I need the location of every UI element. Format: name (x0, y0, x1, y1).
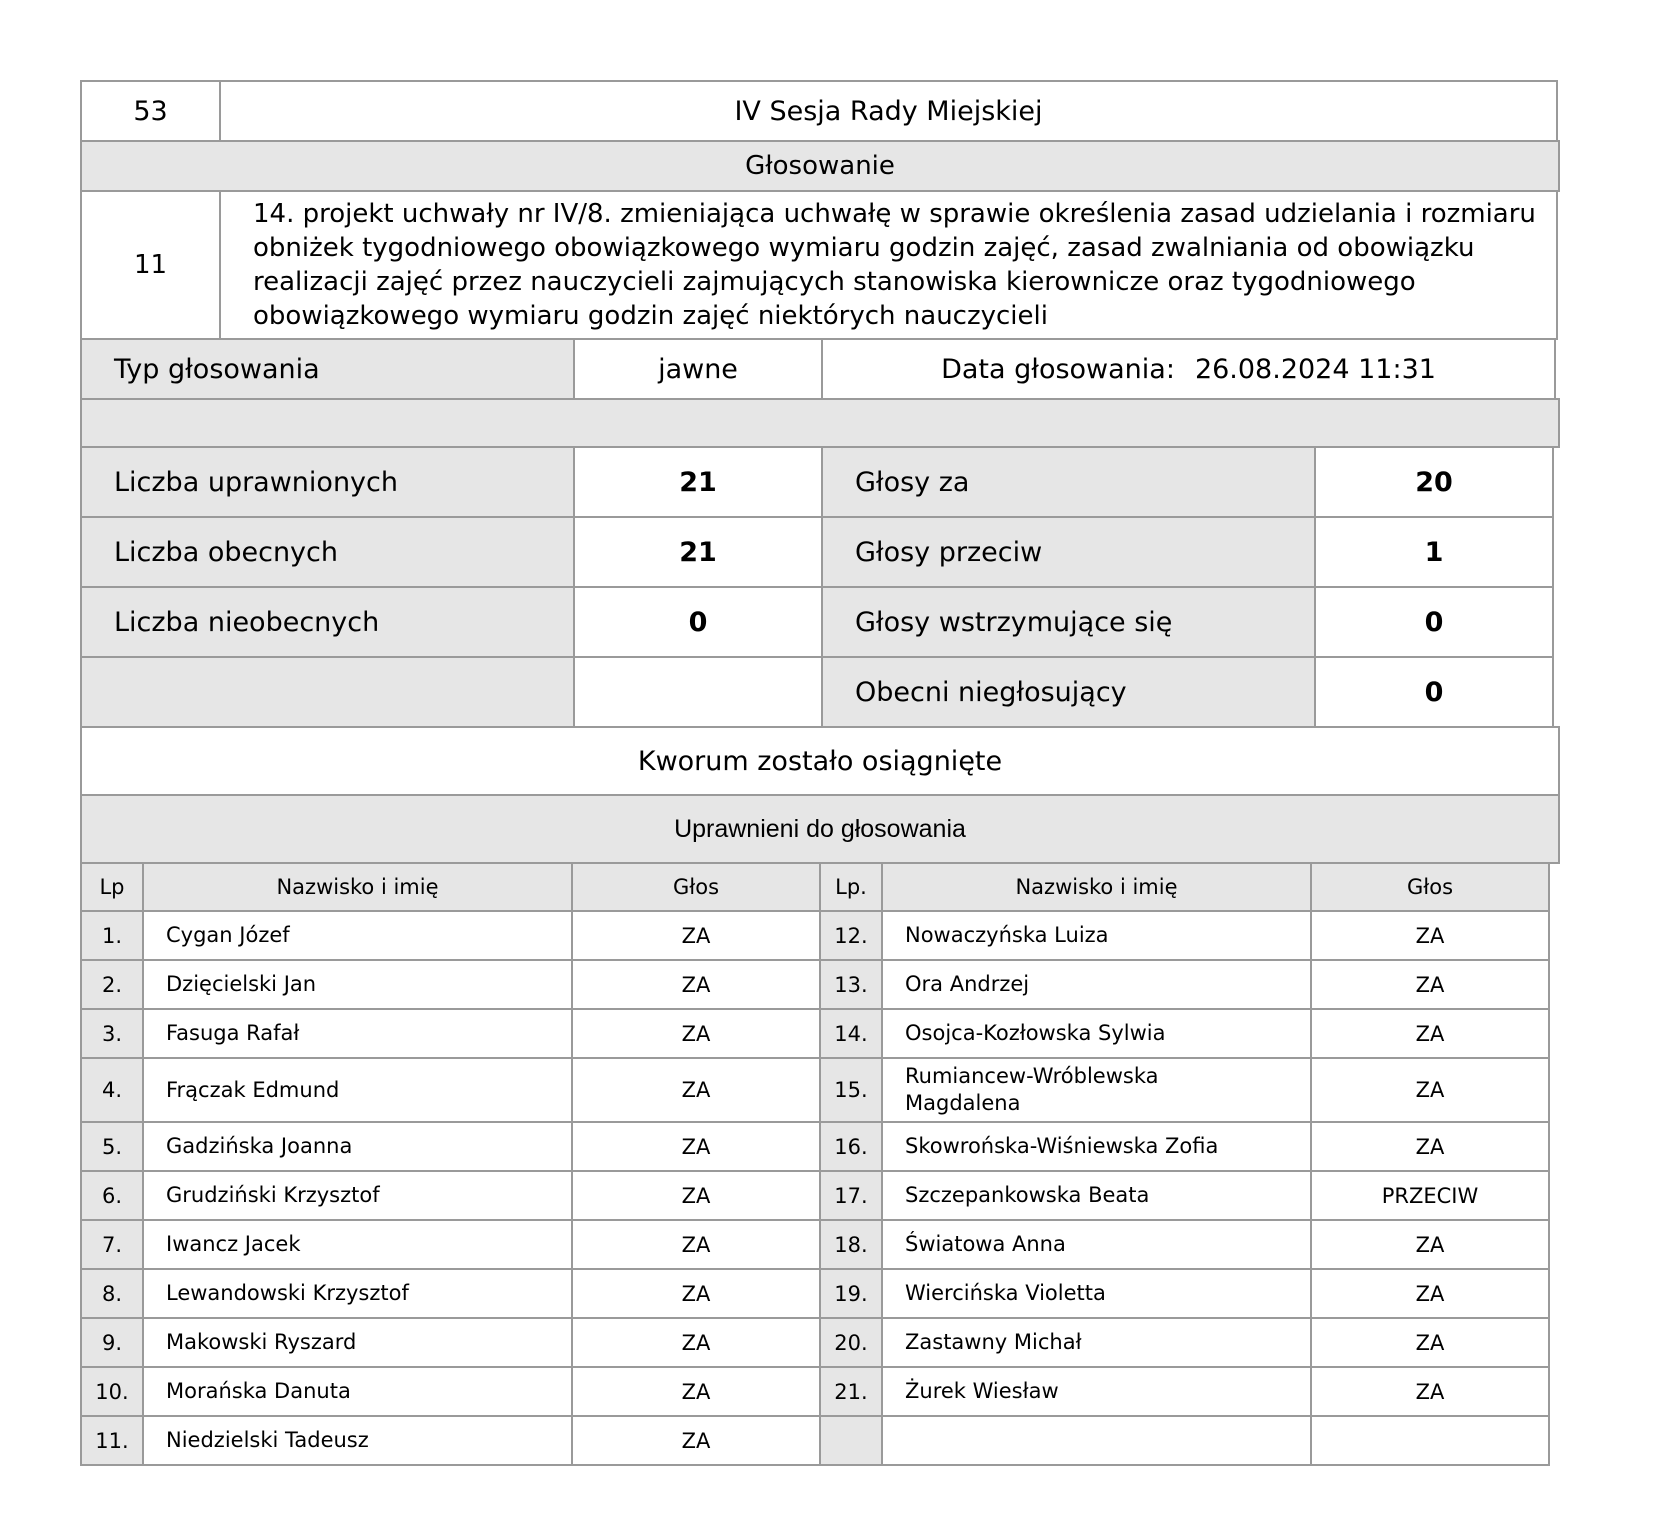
stats-row (80, 586, 1558, 656)
voter-vote: ZA (571, 1415, 821, 1466)
column-vote: Głos (1310, 862, 1550, 912)
table-row (80, 959, 1558, 1008)
voter-vote: ZA (1310, 1057, 1550, 1123)
voter-vote: ZA (1310, 1366, 1550, 1417)
voter-name: Rumiancew-Wróblewska Magdalena (881, 1057, 1312, 1123)
voter-lp: 15. (819, 1057, 883, 1123)
voter-table (80, 910, 1558, 1464)
spacer-row (80, 398, 1558, 446)
vote-type-value: jawne (573, 338, 823, 400)
stats-row (80, 446, 1558, 516)
voter-lp: 19. (819, 1268, 883, 1319)
voter-name: Szczepankowska Beata (881, 1170, 1312, 1221)
voter-vote: PRZECIW (1310, 1170, 1550, 1221)
stat-label: Liczba uprawnionych (80, 446, 575, 518)
voter-lp: 21. (819, 1366, 883, 1417)
voter-lp: 12. (819, 910, 883, 961)
column-name: Nazwisko i imię (881, 862, 1312, 912)
voter-name: Frączak Edmund (142, 1057, 573, 1123)
section-row (80, 140, 1558, 190)
stat-value: 0 (1314, 656, 1554, 728)
voter-lp: 11. (80, 1415, 144, 1466)
session-number: 53 (80, 80, 221, 142)
voter-name: Fasuga Rafał (142, 1008, 573, 1059)
voter-name: Makowski Ryszard (142, 1317, 573, 1368)
voter-lp: 18. (819, 1219, 883, 1270)
voting-report (80, 80, 1558, 1464)
voter-lp: 14. (819, 1008, 883, 1059)
voter-vote (1310, 1415, 1550, 1466)
vote-date (821, 338, 1556, 400)
column-lp: Lp (80, 862, 144, 912)
column-name: Nazwisko i imię (142, 862, 573, 912)
table-row (80, 1170, 1558, 1219)
spacer-cell (80, 398, 1560, 448)
voter-vote: ZA (1310, 1008, 1550, 1059)
voter-vote: ZA (571, 1268, 821, 1319)
stat-label: Głosy przeciw (821, 516, 1316, 588)
stat-value: 21 (573, 446, 823, 518)
stats-row (80, 516, 1558, 586)
section-label: Głosowanie (80, 140, 1560, 192)
voter-name: Żurek Wiesław (881, 1366, 1312, 1417)
voter-name: Gadzińska Joanna (142, 1121, 573, 1172)
stat-label: Głosy za (821, 446, 1316, 518)
voter-vote: ZA (1310, 1268, 1550, 1319)
columns-header-row (80, 862, 1558, 910)
stat-value (573, 656, 823, 728)
voter-vote: ZA (571, 1317, 821, 1368)
voter-name: Osojca-Kozłowska Sylwia (881, 1008, 1312, 1059)
vote-type-label: Typ głosowania (80, 338, 575, 400)
voter-name: Wiercińska Violetta (881, 1268, 1312, 1319)
voter-lp: 3. (80, 1008, 144, 1059)
voter-vote: ZA (1310, 1121, 1550, 1172)
item-row (80, 190, 1558, 338)
vote-type-row (80, 338, 1558, 398)
voter-name: Cygan Józef (142, 910, 573, 961)
voter-name: Zastawny Michał (881, 1317, 1312, 1368)
voter-vote: ZA (1310, 1317, 1550, 1368)
eligible-header-row (80, 794, 1558, 862)
stat-value: 0 (573, 586, 823, 658)
vote-date-label: Data głosowania: (941, 353, 1175, 385)
voter-vote: ZA (1310, 959, 1550, 1010)
voter-lp: 13. (819, 959, 883, 1010)
stat-value: 21 (573, 516, 823, 588)
voter-lp (819, 1415, 883, 1466)
table-row (80, 1415, 1558, 1464)
stat-label: Głosy wstrzymujące się (821, 586, 1316, 658)
voter-lp: 9. (80, 1317, 144, 1368)
stat-value: 1 (1314, 516, 1554, 588)
voter-name (881, 1415, 1312, 1466)
table-row (80, 910, 1558, 959)
stat-label: Obecni niegłosujący (821, 656, 1316, 728)
quorum-status: Kworum zostało osiągnięte (80, 726, 1560, 796)
voter-lp: 2. (80, 959, 144, 1010)
table-row (80, 1121, 1558, 1170)
table-row (80, 1366, 1558, 1415)
voter-lp: 20. (819, 1317, 883, 1368)
stat-label: Liczba obecnych (80, 516, 575, 588)
column-lp: Lp. (819, 862, 883, 912)
voter-vote: ZA (571, 959, 821, 1010)
table-row (80, 1219, 1558, 1268)
voter-name: Morańska Danuta (142, 1366, 573, 1417)
column-vote: Głos (571, 862, 821, 912)
voter-lp: 7. (80, 1219, 144, 1270)
table-row (80, 1008, 1558, 1057)
voter-name: Iwancz Jacek (142, 1219, 573, 1270)
voter-vote: ZA (571, 1057, 821, 1123)
voter-lp: 5. (80, 1121, 144, 1172)
voter-vote: ZA (571, 1366, 821, 1417)
stat-label (80, 656, 575, 728)
voter-name: Niedzielski Tadeusz (142, 1415, 573, 1466)
voter-lp: 8. (80, 1268, 144, 1319)
stat-value: 0 (1314, 586, 1554, 658)
table-row (80, 1317, 1558, 1366)
stat-value: 20 (1314, 446, 1554, 518)
voter-lp: 4. (80, 1057, 144, 1123)
quorum-row (80, 726, 1558, 794)
voter-name: Lewandowski Krzysztof (142, 1268, 573, 1319)
voter-name: Dzięcielski Jan (142, 959, 573, 1010)
voter-vote: ZA (571, 1008, 821, 1059)
voter-name: Skowrońska-Wiśniewska Zofia (881, 1121, 1312, 1172)
voter-name: Grudziński Krzysztof (142, 1170, 573, 1221)
voter-vote: ZA (1310, 1219, 1550, 1270)
item-description: 14. projekt uchwały nr IV/8. zmieniająca uchwałę w sprawie określenia zasad udzielania i rozmiaru obniżek tygodniowego obowiązkowego wymiaru godzin zajęć, zasad zwalniania od obowiązku realizacji zajęć przez nauczycieli zajmujących stanowiska kierownicze oraz tygodniowego obowiązkowego wymiaru godzin zajęć niektórych nauczycieli (219, 190, 1558, 340)
voter-lp: 17. (819, 1170, 883, 1221)
voter-vote: ZA (1310, 910, 1550, 961)
voter-lp: 1. (80, 910, 144, 961)
table-row (80, 1057, 1558, 1121)
vote-date-value: 26.08.2024 11:31 (1194, 353, 1436, 385)
voter-vote: ZA (571, 1170, 821, 1221)
voter-lp: 16. (819, 1121, 883, 1172)
voter-vote: ZA (571, 1219, 821, 1270)
voter-name: Ora Andrzej (881, 959, 1312, 1010)
header-row (80, 80, 1558, 140)
voter-name: Nowaczyńska Luiza (881, 910, 1312, 961)
eligible-header: Uprawnieni do głosowania (80, 794, 1560, 864)
voter-vote: ZA (571, 1121, 821, 1172)
item-number: 11 (80, 190, 221, 340)
voter-name: Światowa Anna (881, 1219, 1312, 1270)
voter-lp: 10. (80, 1366, 144, 1417)
table-row (80, 1268, 1558, 1317)
voter-lp: 6. (80, 1170, 144, 1221)
voter-vote: ZA (571, 910, 821, 961)
stat-label: Liczba nieobecnych (80, 586, 575, 658)
session-title: IV Sesja Rady Miejskiej (219, 80, 1558, 142)
stats-row (80, 656, 1558, 726)
